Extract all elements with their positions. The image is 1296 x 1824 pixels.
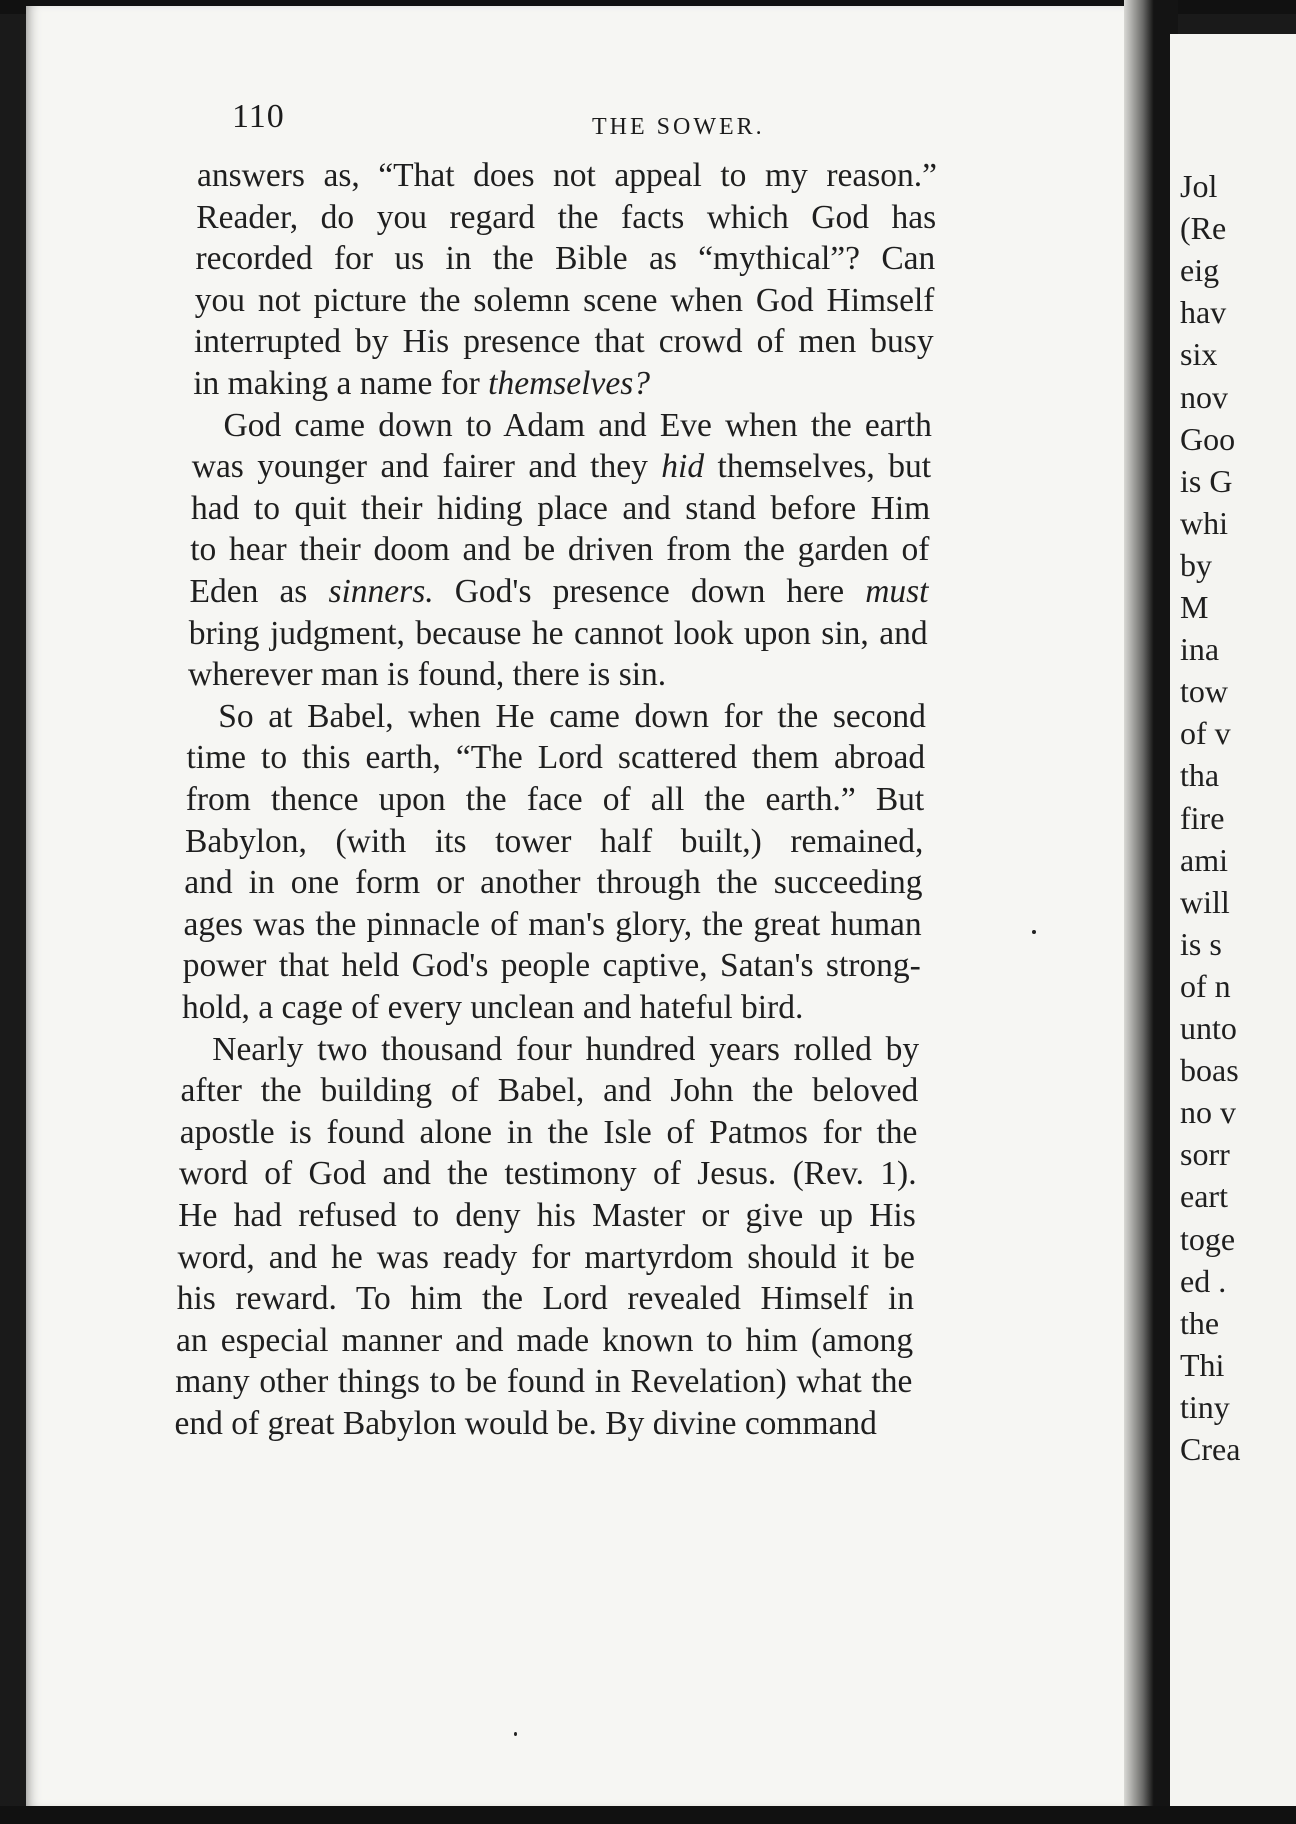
text-run: time to this earth, “The Lord scattered them abroad: [186, 739, 926, 777]
text-line: [188, 655, 927, 695]
text-run: answers as, “That does not appeal to my reason.”: [197, 157, 937, 194]
right-page: [1170, 34, 1296, 1806]
italic-text: sinners.: [328, 573, 434, 610]
text-fragment: of n: [1180, 967, 1231, 1004]
text-fragment: whi: [1180, 504, 1228, 541]
text-run: and in one form or another through the succeeding: [184, 864, 923, 902]
text-fragment: hav: [1180, 294, 1227, 331]
text-run: wherever man is found, there is sin.: [188, 656, 667, 694]
text-run: to hear their doom and be driven from the garden of: [190, 531, 930, 569]
scan-border-bottom: [0, 1806, 1296, 1824]
ink-speck: [514, 1732, 517, 1736]
text-run: after the building of Babel, and John the beloved: [180, 1072, 919, 1110]
text-line: [178, 1238, 915, 1278]
text-fragment: is G: [1180, 462, 1233, 499]
text-line: [181, 1071, 919, 1111]
text-run: Eden as: [189, 573, 329, 610]
text-line: [180, 1113, 918, 1153]
text-fragment: tiny: [1180, 1388, 1230, 1425]
text-line: [177, 1279, 914, 1319]
text-line: [218, 697, 926, 737]
text-line: [184, 905, 922, 945]
text-fragment: (Re: [1180, 210, 1227, 247]
text-fragment: toge: [1180, 1220, 1236, 1257]
italic-text: must: [865, 573, 929, 610]
text-fragment: of v: [1180, 715, 1231, 752]
text-line: [189, 614, 928, 654]
text-fragment: sorr: [1180, 1136, 1230, 1173]
text-fragment: Goo: [1180, 420, 1236, 457]
text-line: [192, 447, 931, 487]
text-run: in making a name for: [193, 365, 489, 402]
text-line: [175, 1362, 912, 1402]
text-line: [186, 780, 925, 820]
text-run: power that held God's people captive, Satan's strong-: [182, 947, 921, 985]
text-fragment: tow: [1180, 673, 1228, 710]
text-run: his reward. To him the Lord revealed Himself in: [176, 1280, 915, 1318]
text-run: end of great Babylon would be. By divine command: [174, 1405, 877, 1442]
text-fragment: six: [1180, 336, 1218, 373]
text-run: Reader, do you regard the facts which God has: [196, 198, 937, 236]
text-fragment: fire: [1180, 799, 1225, 836]
text-line: [212, 1030, 919, 1070]
italic-text: hid: [661, 448, 705, 486]
text-fragment: boas: [1180, 1052, 1239, 1089]
text-line: [194, 322, 934, 362]
text-fragment: tha: [1180, 757, 1220, 794]
text-run: He had refused to deny his Master or give up His: [178, 1197, 916, 1234]
text-run: Nearly two thousand four hundred years rolled by: [212, 1030, 920, 1068]
text-run: hold, a cage of every unclean and hateful bird.: [182, 989, 804, 1026]
ink-speck: [1032, 930, 1036, 934]
text-run: God's presence down here: [433, 573, 866, 610]
text-fragment: is s: [1180, 925, 1222, 962]
text-line: [185, 822, 923, 862]
text-line: [190, 530, 929, 570]
text-fragment: nov: [1180, 378, 1228, 415]
text-line: [175, 1404, 912, 1444]
text-line: [179, 1154, 917, 1194]
text-run: apostle is found alone in the Isle of Patmos for the: [179, 1113, 918, 1151]
text-run: bring judgment, because he cannot look upon sin, and: [188, 614, 928, 652]
text-line: [176, 1321, 913, 1361]
text-fragment: Jol: [1180, 168, 1218, 204]
text-run: was younger and fairer and they: [191, 448, 662, 486]
text-run: word of God and the testimony of Jesus. (Rev. 1).: [179, 1155, 917, 1193]
text-fragment: Crea: [1180, 1431, 1241, 1467]
text-run: God came down to Adam and Eve when the earth: [223, 406, 932, 444]
text-run: had to quit their hiding place and stand before Him: [191, 489, 931, 527]
running-title: THE SOWER.: [592, 114, 765, 140]
text-run: Babylon, (with its tower half built,) remained,: [185, 822, 924, 860]
text-fragment: by: [1180, 546, 1212, 583]
text-run: interrupted by His presence that crowd of men busy: [194, 323, 934, 361]
text-run: ages was the pinnacle of man's glory, the great human: [183, 905, 922, 943]
text-run: recorded for us in the Bible as “mythical”? Can: [195, 240, 936, 278]
text-run: many other things to be found in Revelation) what the: [175, 1363, 913, 1401]
text-line: [190, 572, 929, 612]
text-line: [224, 406, 932, 446]
text-line: [197, 156, 937, 196]
text-run: themselves, but: [704, 448, 932, 486]
text-fragment: ed .: [1180, 1262, 1227, 1299]
text-fragment: no v: [1180, 1094, 1236, 1131]
text-line: [183, 946, 921, 986]
text-fragment: eart: [1180, 1178, 1228, 1215]
text-run: from thence upon the face of all the earth.” But: [185, 781, 925, 818]
text-line: [182, 988, 920, 1028]
text-fragment: eig: [1180, 252, 1220, 289]
text-line: [196, 198, 936, 238]
text-run: So at Babel, when He came down for the second: [218, 697, 926, 735]
text-line: [187, 738, 926, 778]
text-fragment: ina: [1180, 631, 1220, 668]
text-line: [195, 281, 935, 321]
text-run: an especial manner and made known to him (among: [176, 1321, 914, 1359]
text-fragment: Thi: [1180, 1346, 1225, 1383]
text-line: [184, 863, 922, 903]
text-line: [196, 239, 936, 279]
page-number: 110: [232, 98, 285, 135]
text-run: word, and he was ready for martyrdom should it be: [177, 1238, 915, 1276]
text-line: [191, 489, 930, 529]
left-page: [26, 6, 1140, 1806]
text-line: [178, 1196, 916, 1236]
text-fragment: M: [1180, 589, 1209, 625]
text-fragment: ami: [1180, 841, 1228, 878]
text-fragment: unto: [1180, 1010, 1237, 1046]
text-line: [193, 364, 933, 404]
text-fragment: the: [1180, 1304, 1220, 1341]
text-fragment: will: [1180, 883, 1230, 920]
text-run: you not picture the solemn scene when God Himself: [194, 281, 935, 319]
italic-text: themselves?: [488, 365, 651, 402]
